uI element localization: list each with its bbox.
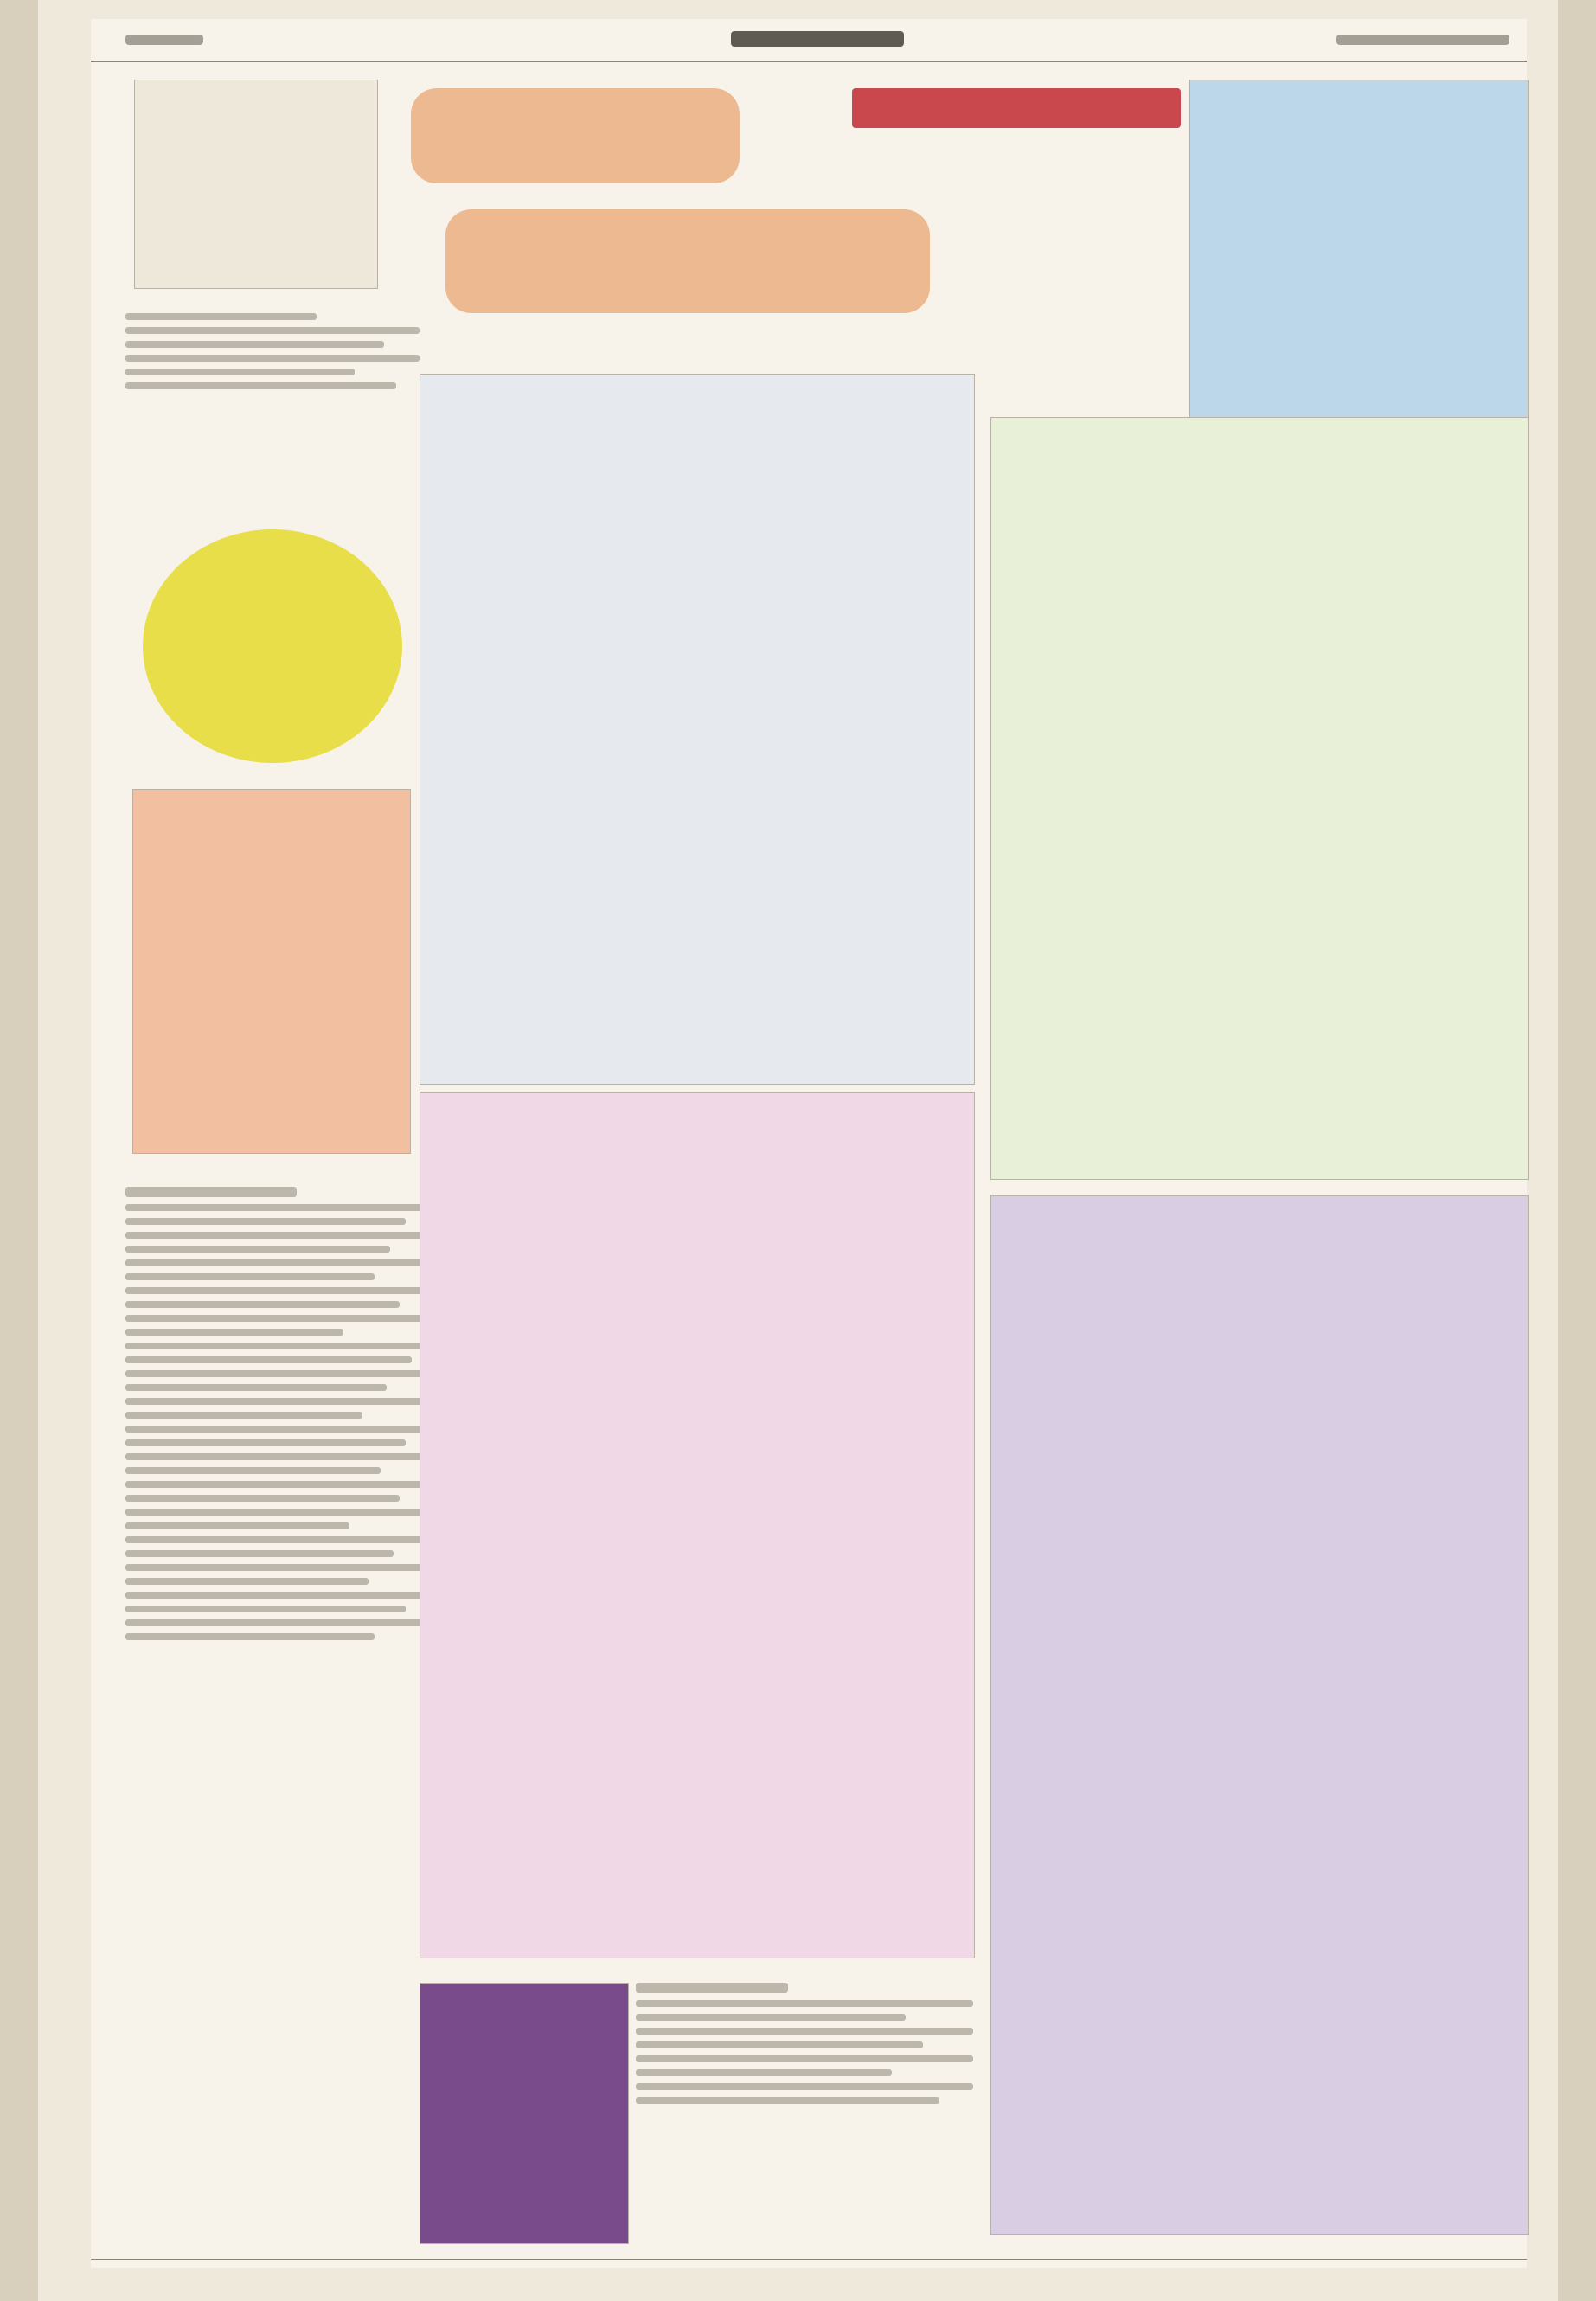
header-rule [91, 61, 1527, 62]
farewell-block [636, 1983, 973, 2242]
masthead-illustration [134, 80, 378, 289]
header-right [1336, 35, 1509, 45]
solutions-block [125, 1187, 437, 2225]
rules-box [1189, 80, 1529, 445]
smiley-image [143, 529, 402, 763]
puzzle-aug9 [420, 374, 975, 1085]
voucher-box [420, 1983, 629, 2244]
puzzle-aug10 [420, 1092, 975, 1958]
puzzle-aug11 [990, 417, 1529, 1180]
email-banner [852, 88, 1181, 128]
birthday-box [132, 789, 411, 1154]
right-page-edge [1558, 0, 1596, 2301]
header-left [125, 35, 203, 45]
header-center [731, 31, 904, 47]
newspaper-page [91, 19, 1527, 2268]
left-page-edge [0, 0, 38, 2301]
footer-rule [91, 2259, 1527, 2260]
puzzle-aug12 [990, 1195, 1529, 2235]
intro-block [125, 313, 420, 503]
